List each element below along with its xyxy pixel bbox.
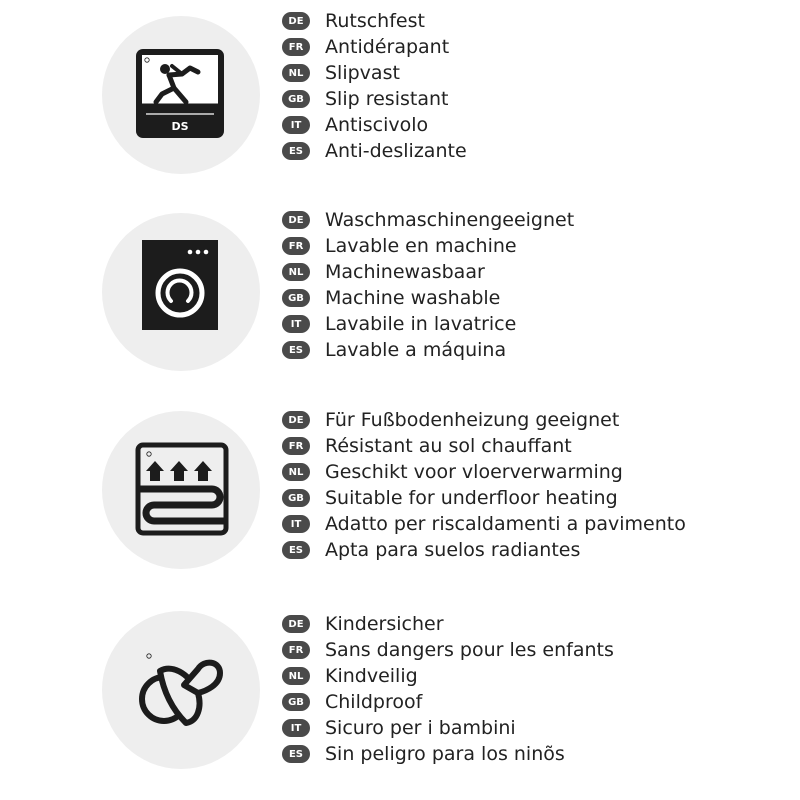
label-row-nl	[282, 663, 614, 689]
label-row-it	[282, 311, 574, 337]
label-list	[282, 611, 614, 767]
lang-badge-es: ES	[282, 341, 310, 359]
label-row-fr	[282, 34, 467, 60]
label-text-es: Lavable a máquina	[325, 339, 507, 361]
label-text-it: Antiscivolo	[325, 114, 429, 136]
label-row-gb	[282, 689, 614, 715]
label-text-de: Für Fußbodenheizung geeignet	[325, 409, 620, 431]
lang-badge-gb: GB	[282, 289, 310, 307]
lang-badge-nl: NL	[282, 667, 310, 685]
lang-badge-nl: NL	[282, 263, 310, 281]
label-text-gb: Machine washable	[325, 287, 501, 309]
feature-childproof	[0, 611, 800, 791]
label-text-de: Rutschfest	[325, 10, 425, 32]
lang-badge-de: DE	[282, 411, 310, 429]
label-text-fr: Lavable en machine	[325, 235, 517, 257]
lang-badge-it: IT	[282, 515, 310, 533]
feature-slip-resistant	[0, 8, 800, 188]
icon-code-text: DS	[171, 120, 189, 133]
lang-badge-es: ES	[282, 541, 310, 559]
lang-badge-fr: FR	[282, 237, 310, 255]
label-text-nl: Geschikt voor vloerverwarming	[325, 461, 623, 483]
label-text-gb: Childproof	[325, 691, 423, 713]
lang-badge-nl: NL	[282, 463, 310, 481]
lang-badge-nl: NL	[282, 64, 310, 82]
label-row-de	[282, 207, 574, 233]
label-list	[282, 407, 686, 563]
lang-badge-fr: FR	[282, 38, 310, 56]
label-text-fr: Résistant au sol chauffant	[325, 435, 572, 457]
lang-badge-de: DE	[282, 12, 310, 30]
label-row-gb	[282, 485, 686, 511]
feature-machine-washable	[0, 207, 800, 387]
label-text-fr: Sans dangers pour les enfants	[325, 639, 614, 661]
icon-circle	[102, 611, 260, 769]
lang-badge-it: IT	[282, 315, 310, 333]
icon-circle	[102, 411, 260, 569]
label-row-es	[282, 138, 467, 164]
lang-badge-de: DE	[282, 615, 310, 633]
label-text-nl: Machinewasbaar	[325, 261, 485, 283]
label-row-gb	[282, 285, 574, 311]
label-row-es	[282, 337, 574, 363]
label-text-es: Anti-deslizante	[325, 140, 467, 162]
label-text-de: Kindersicher	[325, 613, 444, 635]
label-text-it: Sicuro per i bambini	[325, 717, 516, 739]
label-row-it	[282, 112, 467, 138]
lang-badge-de: DE	[282, 211, 310, 229]
label-text-de: Waschmaschinengeeignet	[325, 209, 575, 231]
label-row-nl	[282, 259, 574, 285]
label-text-gb: Suitable for underfloor heating	[325, 487, 618, 509]
label-text-es: Apta para suelos radiantes	[325, 539, 581, 561]
label-text-fr: Antidérapant	[325, 36, 450, 58]
feature-underfloor-heating	[0, 407, 800, 587]
label-row-fr	[282, 233, 574, 259]
label-row-nl	[282, 459, 686, 485]
label-row-de	[282, 407, 686, 433]
label-row-es	[282, 537, 686, 563]
label-row-fr	[282, 433, 686, 459]
label-text-gb: Slip resistant	[325, 88, 449, 110]
label-row-fr	[282, 637, 614, 663]
lang-badge-gb: GB	[282, 489, 310, 507]
lang-badge-it: IT	[282, 719, 310, 737]
lang-badge-es: ES	[282, 745, 310, 763]
label-row-nl	[282, 60, 467, 86]
lang-badge-fr: FR	[282, 641, 310, 659]
label-text-es: Sin peligro para los ninõs	[325, 743, 565, 765]
label-list	[282, 8, 467, 164]
pacifier-icon	[102, 611, 260, 769]
slip-resistant-icon	[102, 16, 260, 174]
label-row-de	[282, 8, 467, 34]
label-row-gb	[282, 86, 467, 112]
label-list	[282, 207, 574, 363]
washing-machine-icon	[102, 213, 260, 371]
label-row-es	[282, 741, 614, 767]
icon-circle	[102, 213, 260, 371]
lang-badge-gb: GB	[282, 90, 310, 108]
label-text-nl: Kindveilig	[325, 665, 418, 687]
lang-badge-es: ES	[282, 142, 310, 160]
label-text-it: Lavabile in lavatrice	[325, 313, 517, 335]
lang-badge-gb: GB	[282, 693, 310, 711]
lang-badge-it: IT	[282, 116, 310, 134]
label-text-nl: Slipvast	[325, 62, 400, 84]
label-row-it	[282, 715, 614, 741]
label-text-it: Adatto per riscaldamenti a pavimento	[325, 513, 686, 535]
icon-circle	[102, 16, 260, 174]
label-row-it	[282, 511, 686, 537]
underfloor-heating-icon	[102, 411, 260, 569]
label-row-de	[282, 611, 614, 637]
lang-badge-fr: FR	[282, 437, 310, 455]
